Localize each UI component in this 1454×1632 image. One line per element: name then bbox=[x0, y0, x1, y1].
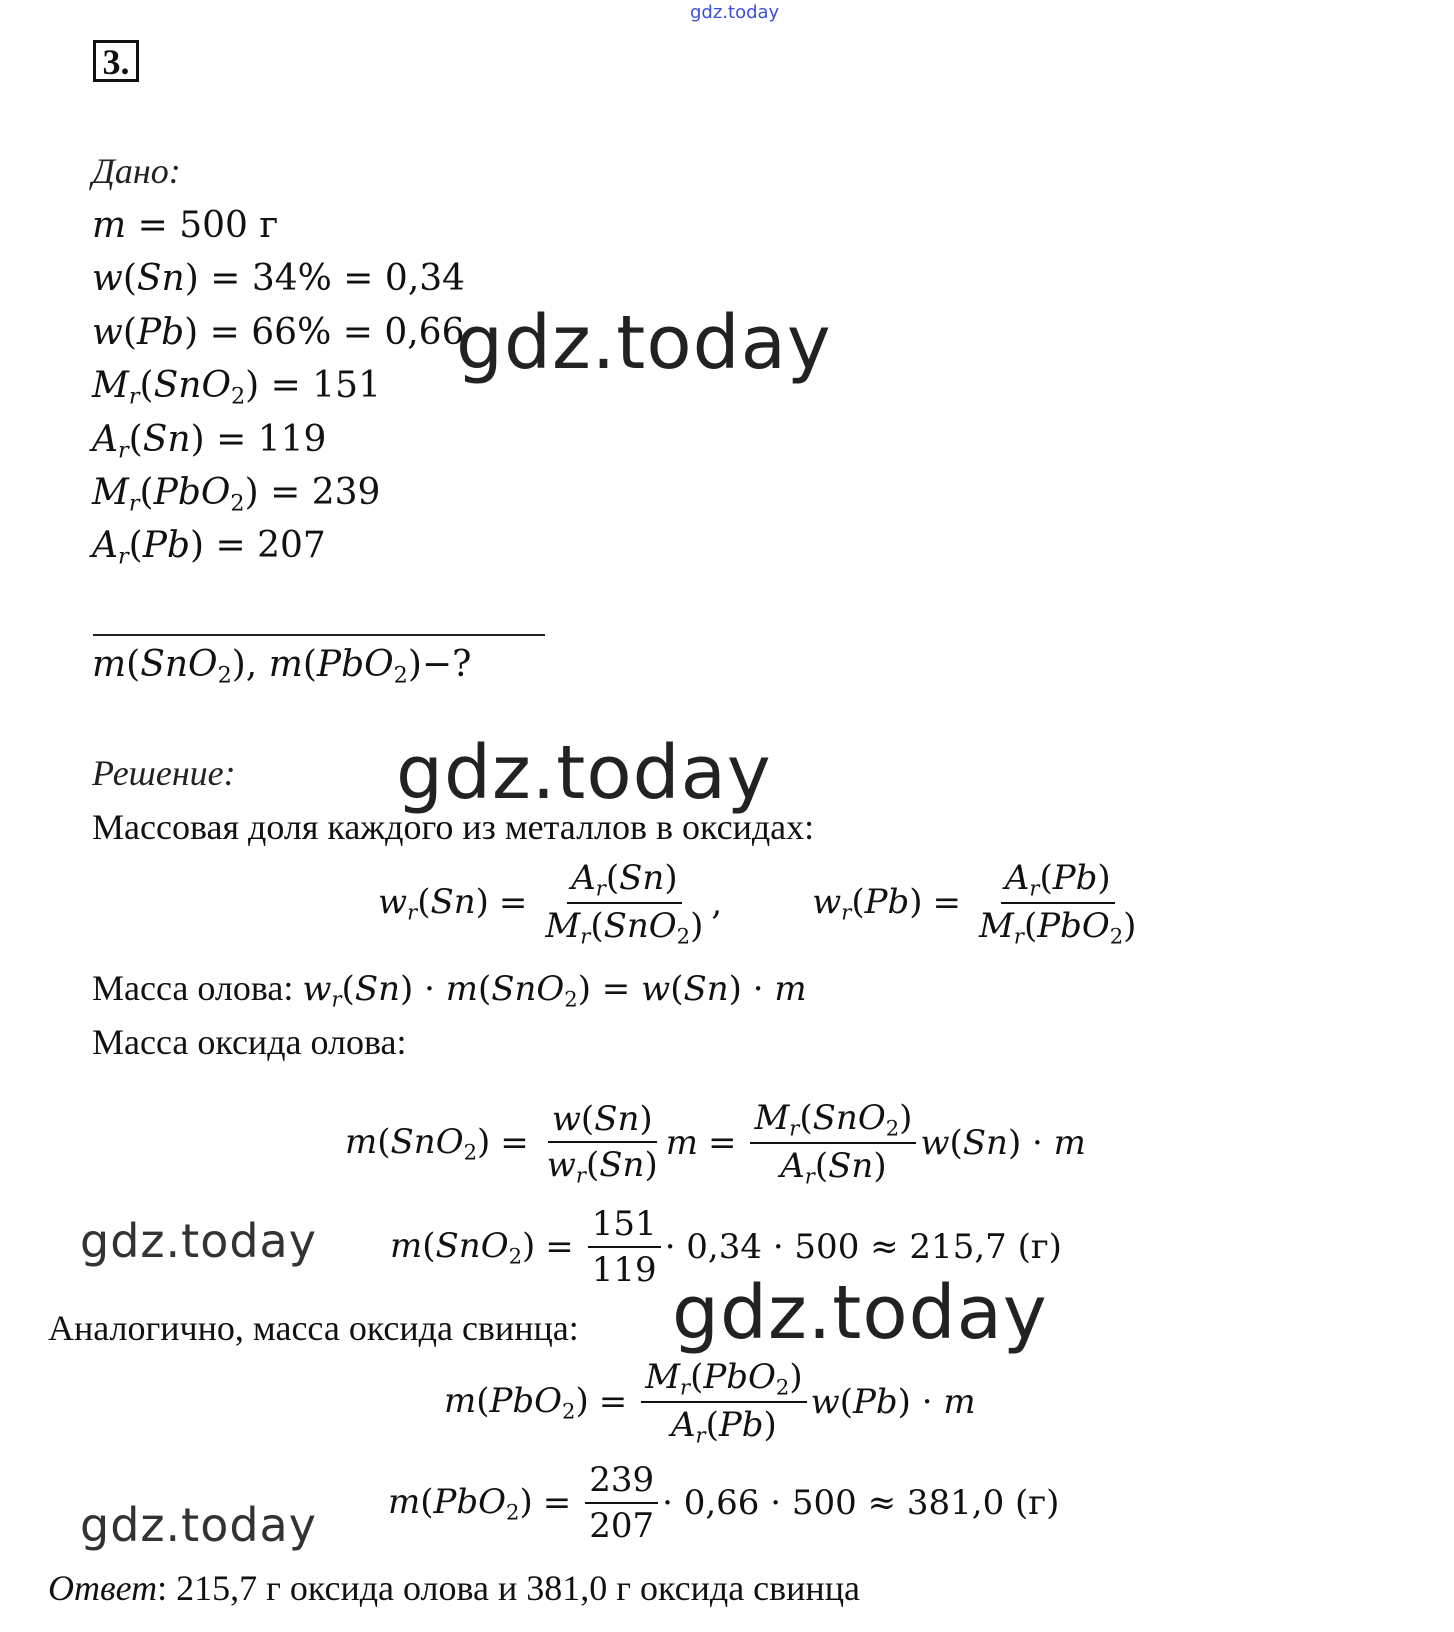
given-mr-sno2: $M_r(SnO_2) = 151$ bbox=[92, 365, 381, 410]
answer-text: : 215,7 г оксида олова и 381,0 г оксида свинца bbox=[157, 1568, 860, 1608]
given-w-sn-value: 34% = 0,34 bbox=[251, 258, 466, 299]
pbo2-denominator: 207 bbox=[589, 1506, 655, 1546]
answer-label: Ответ bbox=[48, 1568, 158, 1608]
solution-line-1: Массовая доля каждого из металлов в оксидах: bbox=[92, 807, 815, 847]
given-ar-pb: $A_r(Pb) = 207$ bbox=[92, 525, 326, 570]
pbo2-result: · 0,66 · 500 ≈ 381,0 (г) bbox=[662, 1483, 1060, 1523]
mass-tin-oxide-label: Масса оксида олова: bbox=[92, 1022, 407, 1062]
analog-label: Аналогично, масса оксида свинца: bbox=[48, 1308, 579, 1348]
problem-number: 3. bbox=[93, 40, 139, 82]
watermark-4: gdz.today bbox=[672, 1270, 1048, 1356]
fraction-mr-ar-sn: $\frac{M_r(SnO_2)}{A_r(Sn)}$ bbox=[750, 1098, 916, 1189]
given-w-pb: w(Pb) = 66% = 0,66 bbox=[92, 312, 465, 353]
solution-heading: Решение: bbox=[92, 753, 236, 793]
given-heading: Дано: bbox=[92, 151, 181, 191]
given-ar-sn-value: 119 bbox=[257, 419, 327, 460]
pbo2-general-formula: m(PbO$_2$) = $\frac{M_r(PbO_2)}{A_r(Pb)}$ w(Pb) · m bbox=[444, 1357, 976, 1448]
find-suffix: −? bbox=[421, 644, 472, 685]
given-w-pb-value: 66% = 0,66 bbox=[251, 312, 465, 353]
watermark-1: gdz.today bbox=[456, 300, 832, 386]
fraction-sno2-values bbox=[588, 1204, 661, 1290]
given-mr-pbo2-value: 239 bbox=[311, 472, 381, 513]
sno2-calculation: m(SnO$_2$) = $\frac{151}{119}$ · 0,34 · 500 ≈ 215,7 (г) bbox=[390, 1204, 1062, 1290]
given-w-sn: w(Sn) = 34% = 0,34 bbox=[92, 258, 466, 299]
find-line: m(SnO$_2$), m(PbO$_2$)−? bbox=[92, 644, 472, 689]
given-ar-pb-value: 207 bbox=[257, 525, 326, 566]
pbo2-numerator: 239 bbox=[585, 1460, 658, 1504]
sno2-general-formula: m(SnO$_2$) = $\frac{w(Sn)}{w_r(Sn)}$ m = $\frac{M_r(SnO_2)}{A_r(Sn)}$ w(Sn) · m bbox=[345, 1098, 1086, 1189]
fraction-pbo2-values bbox=[585, 1460, 658, 1546]
mass-fraction-formulas: $w_r(Sn)$ = $\frac{A_r(Sn)}{M_r(SnO_2)}$ , $w_r(Pb)$ = $\frac{A_r(Pb)}{M_r(PbO_2)}$ bbox=[378, 858, 1144, 949]
mass-tin-line: Масса олова: $w_r(Sn) \cdot m(SnO_2) = w(Sn) \cdot m$ bbox=[92, 968, 807, 1012]
fraction-w-ratio: $\frac{w(Sn)}{w_r(Sn)}$ bbox=[546, 1099, 658, 1188]
given-mr-pbo2: $M_r(PbO_2) = 239$ bbox=[92, 472, 381, 517]
watermark-2: gdz.today bbox=[396, 730, 772, 816]
sno2-denominator: 119 bbox=[591, 1250, 657, 1290]
given-ar-sn: $A_r(Sn) = 119$ bbox=[92, 419, 327, 464]
mass-tin-label: Масса олова: bbox=[92, 968, 294, 1008]
pbo2-calculation: m(PbO$_2$) = $\frac{239}{207}$ · 0,66 · 500 ≈ 381,0 (г) bbox=[388, 1460, 1060, 1546]
fraction-sn: $\frac{A_r(Sn)}{M_r(SnO_2)}$ bbox=[545, 858, 704, 949]
fraction-mr-ar-pb: $\frac{M_r(PbO_2)}{A_r(Pb)}$ bbox=[641, 1357, 806, 1448]
answer-line bbox=[48, 1567, 860, 1609]
given-mr-sno2-value: 151 bbox=[312, 365, 381, 406]
sno2-numerator: 151 bbox=[588, 1204, 661, 1248]
watermark-3: gdz.today bbox=[80, 1214, 317, 1268]
sno2-result: · 0,34 · 500 ≈ 215,7 (г) bbox=[664, 1227, 1062, 1267]
fraction-pb: $\frac{A_r(Pb)}{M_r(PbO_2)}$ bbox=[979, 858, 1137, 949]
watermark-top: gdz.today bbox=[690, 2, 780, 23]
given-mass-value: 500 г bbox=[179, 205, 279, 246]
given-divider bbox=[93, 634, 545, 636]
watermark-5: gdz.today bbox=[80, 1498, 317, 1552]
given-mass: m = 500 г bbox=[92, 205, 279, 246]
